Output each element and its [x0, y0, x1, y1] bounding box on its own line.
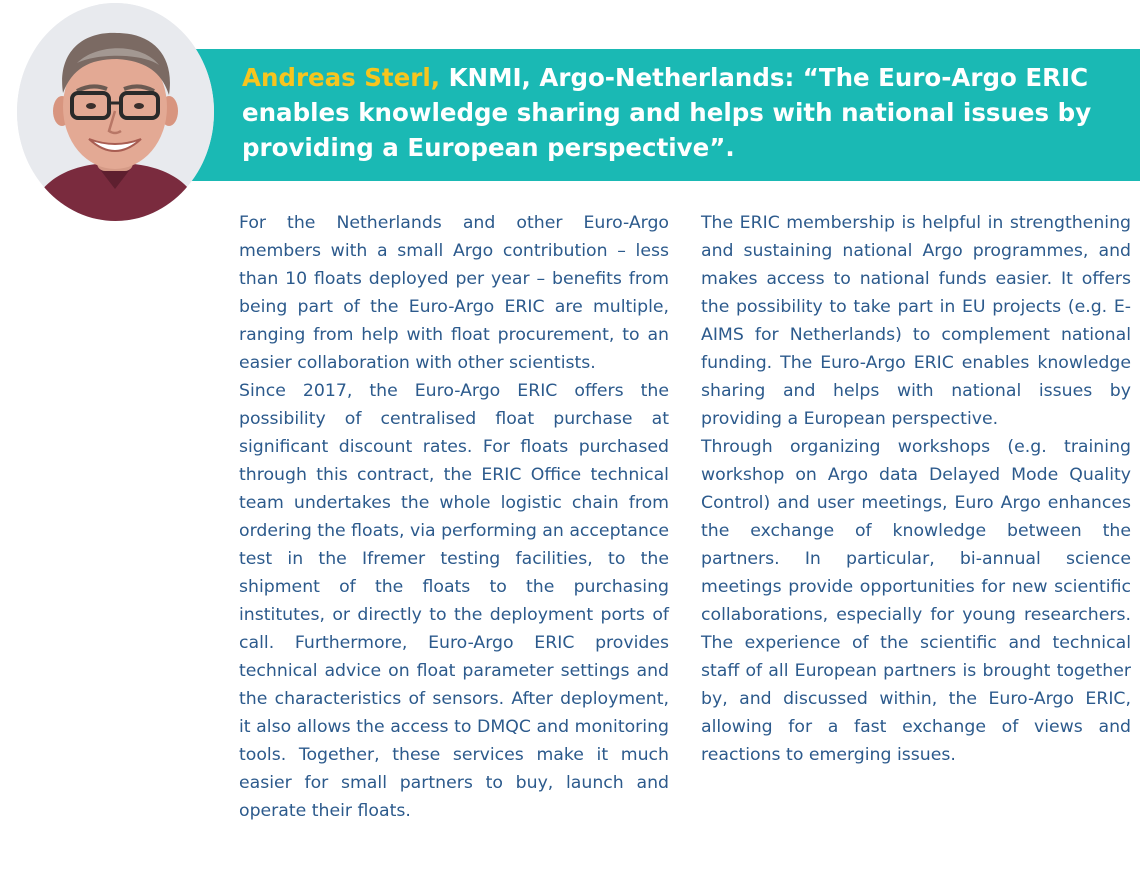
portrait-photo	[17, 3, 214, 221]
right-paragraph-2: Through organizing workshops (e.g. training workshop on Argo data Delayed Mode Quality Control) and user meetings, Euro Argo enhances the exchange of knowledge between the partners. In particular, bi-annual science meetings provide opportunities for new scientific collaborations, especially for young researchers. The experience of the scientific and technical staff of all European partners is brought together by, and discussed within, the Euro-Argo ERIC, allowing for a fast exchange of views and reactions to emerging issues.	[701, 437, 1131, 765]
left-paragraph-1: For the Netherlands and other Euro-Argo members with a small Argo contribution – less than 10 floats deployed per year – benefits from being part of the Euro-Argo ERIC are multiple, ranging from help with float procurement, to an easier collaboration with other scientists.	[239, 213, 669, 373]
speaker-name: Andreas Sterl,	[242, 63, 441, 92]
portrait-illustration	[17, 3, 214, 221]
right-paragraph-1: The ERIC membership is helpful in strengthening and sustaining national Argo programmes, and makes access to national funds easier. It offers the possibility to take part in EU projects (e.g. E-AIMS for Netherlands) to complement national funding. The Euro-Argo ERIC enables knowledge sharing and helps with national issues by providing a European perspective.	[701, 213, 1131, 429]
left-paragraph-2: Since 2017, the Euro-Argo ERIC offers the possibility of centralised float purchase at significant discount rates. For floats purchased through this contract, the ERIC Office technical team undertakes the whole logistic chain from ordering the floats, via performing an acceptance test in the Ifremer testing facilities, to the shipment of the floats to the purchasing institutes, or directly to the deployment ports of call. Furthermore, Euro-Argo ERIC provides technical advice on float parameter settings and the characteristics of sensors. After deployment, it also allows the access to DMQC and monitoring tools. Together, these services make it much easier for small partners to buy, launch and operate their floats.	[239, 381, 669, 821]
left-column	[239, 209, 669, 825]
quote-text: KNMI, Argo-Netherlands: “The Euro-Argo ERIC enables knowledge sharing and helps with national issues by providing a European perspective”.	[242, 63, 1092, 162]
right-column	[701, 209, 1131, 769]
headline-quote	[242, 60, 1122, 165]
